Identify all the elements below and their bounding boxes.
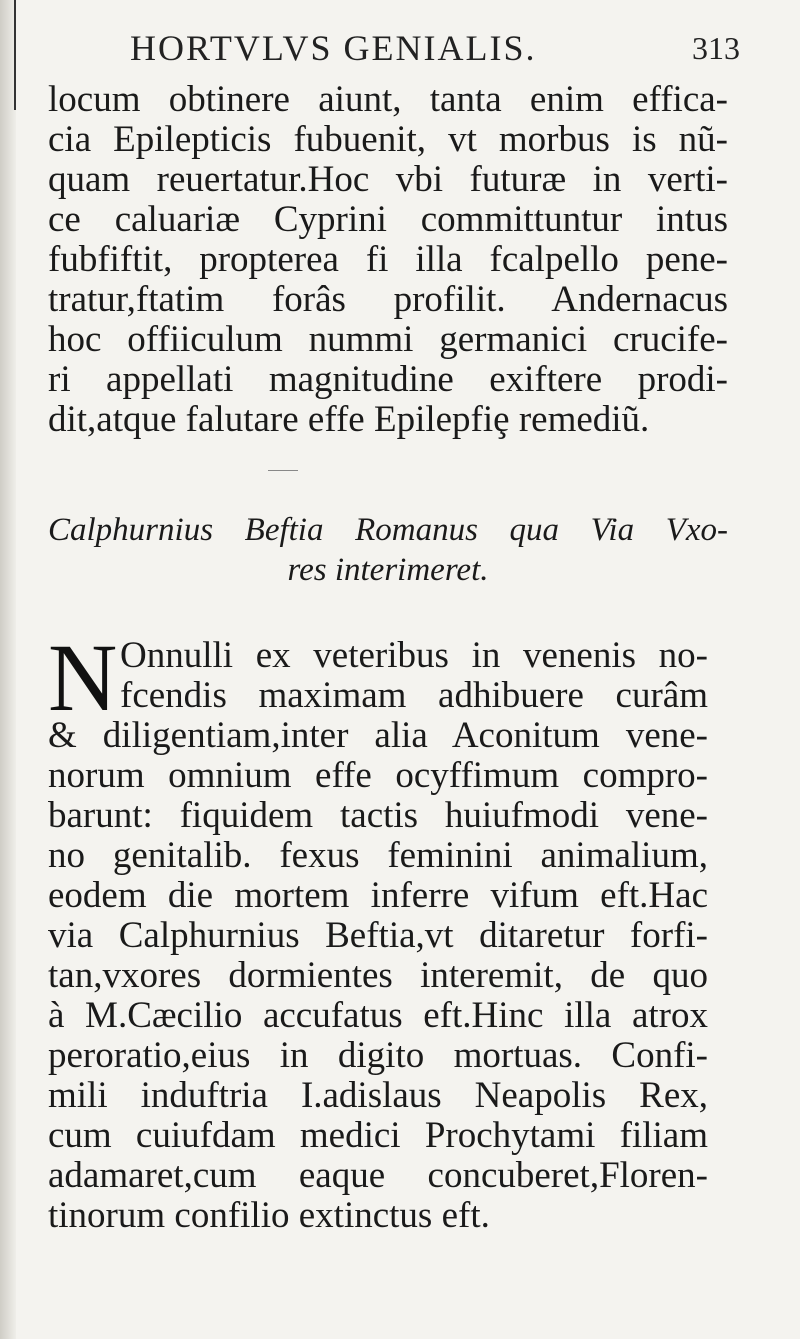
binding-gutter bbox=[0, 0, 16, 1339]
text-line: quam reuertatur.Hoc vbi futuræ in verti- bbox=[48, 159, 728, 200]
section-heading bbox=[48, 510, 728, 590]
text-line: Onnulli ex veteribus in venenis no- bbox=[120, 635, 708, 676]
paragraph-1 bbox=[48, 80, 728, 440]
text-line: & diligentiam,inter alia Aconitum vene- bbox=[48, 715, 708, 756]
text-line: adamaret,cum eaque concuberet,Floren- bbox=[48, 1155, 708, 1196]
text-line: tinorum confilio extinctus eft. bbox=[48, 1195, 490, 1236]
page-number: 313 bbox=[692, 29, 740, 66]
text-line: dit,atque falutare effe Epilepfiȩ remediũ. bbox=[48, 399, 650, 440]
text-line: tratur,ftatim forâs profilit. Andernacus bbox=[48, 279, 728, 320]
text-line: cum cuiufdam medici Prochytami filiam bbox=[48, 1115, 708, 1156]
text-line: peroratio,eius in digito mortuas. Confi- bbox=[48, 1035, 708, 1076]
text-line: ce caluariæ Cyprini committuntur intus bbox=[48, 199, 728, 240]
text-line: mili induftria I.adislaus Neapolis Rex, bbox=[48, 1075, 708, 1116]
text-line: no genitalib. fexus feminini animalium, bbox=[48, 835, 708, 876]
text-line: hoc offiiculum nummi germanici crucife- bbox=[48, 319, 728, 360]
text-line: eodem die mortem inferre vifum eft.Hac bbox=[48, 875, 708, 916]
heading-line: Calphurnius Beftia Romanus qua Via Vxo- bbox=[48, 512, 728, 548]
text-line: cia Epilepticis fubuenit, vt morbus is nũ- bbox=[48, 119, 728, 160]
text-line: via Calphurnius Beftia,vt ditaretur forfi- bbox=[48, 915, 708, 956]
text-line: ri appellati magnitudine exiftere prodi- bbox=[48, 359, 728, 400]
text-line: norum omnium effe ocyffimum compro- bbox=[48, 755, 708, 796]
text-line: à M.Cæcilio accufatus eft.Hinc illa atrox bbox=[48, 995, 708, 1036]
binding-edge bbox=[14, 0, 16, 110]
text-line: fcendis maximam adhibuere curâm bbox=[120, 675, 708, 716]
text-line: locum obtinere aiunt, tanta enim effica- bbox=[48, 79, 728, 120]
text-line: tan,vxores dormientes interemit, de quo bbox=[48, 955, 708, 996]
text-line: fubfiftit, propterea fi illa fcalpello pene- bbox=[48, 239, 728, 280]
divider bbox=[268, 470, 298, 471]
page-header bbox=[130, 18, 740, 78]
heading-line: res interimeret. bbox=[287, 552, 489, 588]
text-line: barunt: fiquidem tactis huiufmodi vene- bbox=[48, 795, 708, 836]
drop-cap: N bbox=[48, 624, 118, 731]
paragraph-2 bbox=[48, 624, 708, 1236]
running-head: HORTVLVS GENIALIS. bbox=[130, 28, 537, 68]
